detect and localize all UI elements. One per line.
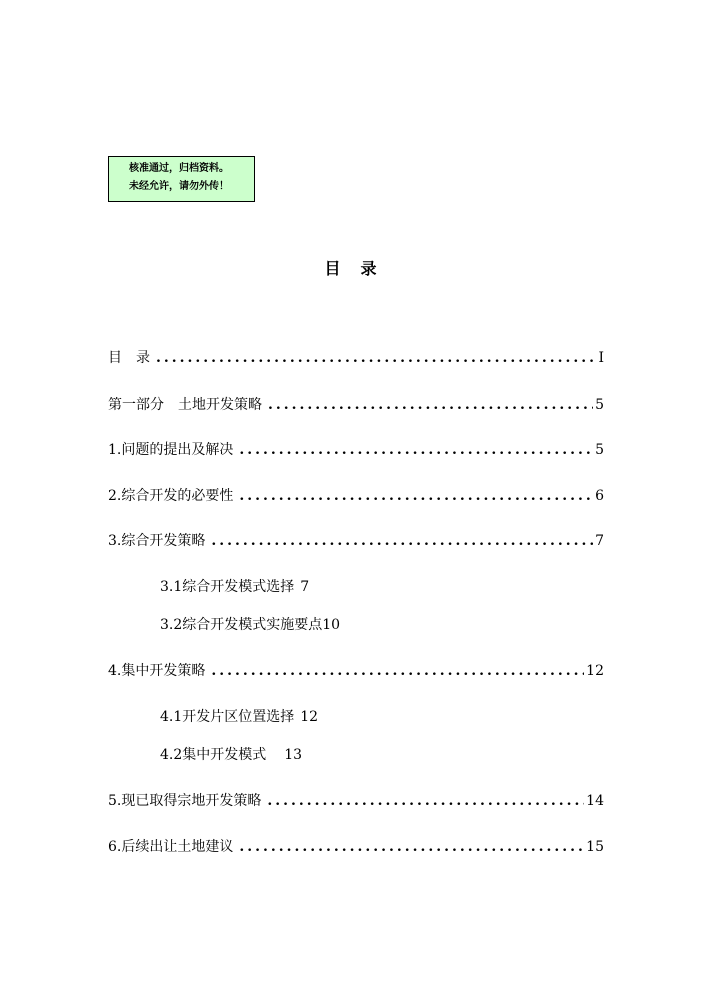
toc-page-number: 15 — [586, 839, 604, 855]
stamp-line-1: 核准通过，归档资料。 — [129, 163, 229, 174]
approval-stamp — [108, 156, 255, 202]
stamp-line-2: 未经允许，请勿外传！ — [129, 181, 229, 192]
toc-label: 3.2综合开发模式实施要点 — [160, 617, 323, 633]
toc-page-number: 12 — [586, 663, 604, 679]
toc-page-number: I — [598, 350, 604, 366]
toc-page-number: 13 — [284, 747, 303, 763]
toc-label: 4.1开发片区位置选择 — [160, 709, 295, 725]
toc-label: 3.1综合开发模式选择 — [160, 579, 295, 595]
toc-entry-section-5[interactable] — [108, 790, 604, 812]
toc-page-number: 5 — [595, 442, 604, 458]
toc-entry-section-1[interactable] — [108, 439, 604, 461]
toc-page-number: 5 — [595, 397, 604, 413]
toc-page-number: 7 — [300, 579, 310, 595]
toc-leader-dots — [211, 533, 593, 549]
toc-leader-dots — [239, 839, 584, 855]
toc-leader-dots — [268, 397, 593, 413]
toc-label: 4.集中开发策略 — [108, 663, 206, 679]
toc-entry-section-4-1[interactable] — [160, 706, 318, 728]
toc-leader-dots — [239, 488, 593, 504]
toc-entry-section-4-2[interactable] — [160, 744, 302, 766]
toc-entry-section-2[interactable] — [108, 485, 604, 507]
toc-label: 目 录 — [108, 350, 150, 366]
toc-entry-part-1[interactable] — [108, 394, 604, 416]
toc-page-number: 10 — [322, 617, 341, 633]
toc-page-number: 14 — [586, 793, 604, 809]
toc-label: 1.问题的提出及解决 — [108, 442, 234, 458]
toc-label: 5.现已取得宗地开发策略 — [108, 793, 262, 809]
toc-entry-section-6[interactable] — [108, 836, 604, 858]
toc-leader-dots — [211, 663, 584, 679]
toc-leader-dots — [239, 442, 593, 458]
toc-entry-section-4[interactable] — [108, 660, 604, 682]
toc-label: 2.综合开发的必要性 — [108, 488, 234, 504]
toc-leader-dots — [156, 350, 596, 366]
toc-label: 3.综合开发策略 — [108, 533, 206, 549]
toc-entry-section-3-2[interactable] — [160, 614, 340, 636]
page-title: 目 录 — [324, 259, 379, 278]
toc-leader-dots — [267, 793, 584, 809]
toc-entry-contents[interactable] — [108, 347, 604, 369]
toc-label: 第一部分 土地开发策略 — [108, 397, 262, 413]
toc-page-number: 6 — [595, 488, 604, 504]
toc-label: 6.后续出让土地建议 — [108, 839, 234, 855]
toc-page-number: 7 — [595, 533, 604, 549]
toc-entry-section-3-1[interactable] — [160, 576, 309, 598]
toc-page-number: 12 — [300, 709, 319, 725]
toc-entry-section-3[interactable] — [108, 530, 604, 552]
toc-label: 4.2集中开发模式 — [160, 747, 267, 763]
